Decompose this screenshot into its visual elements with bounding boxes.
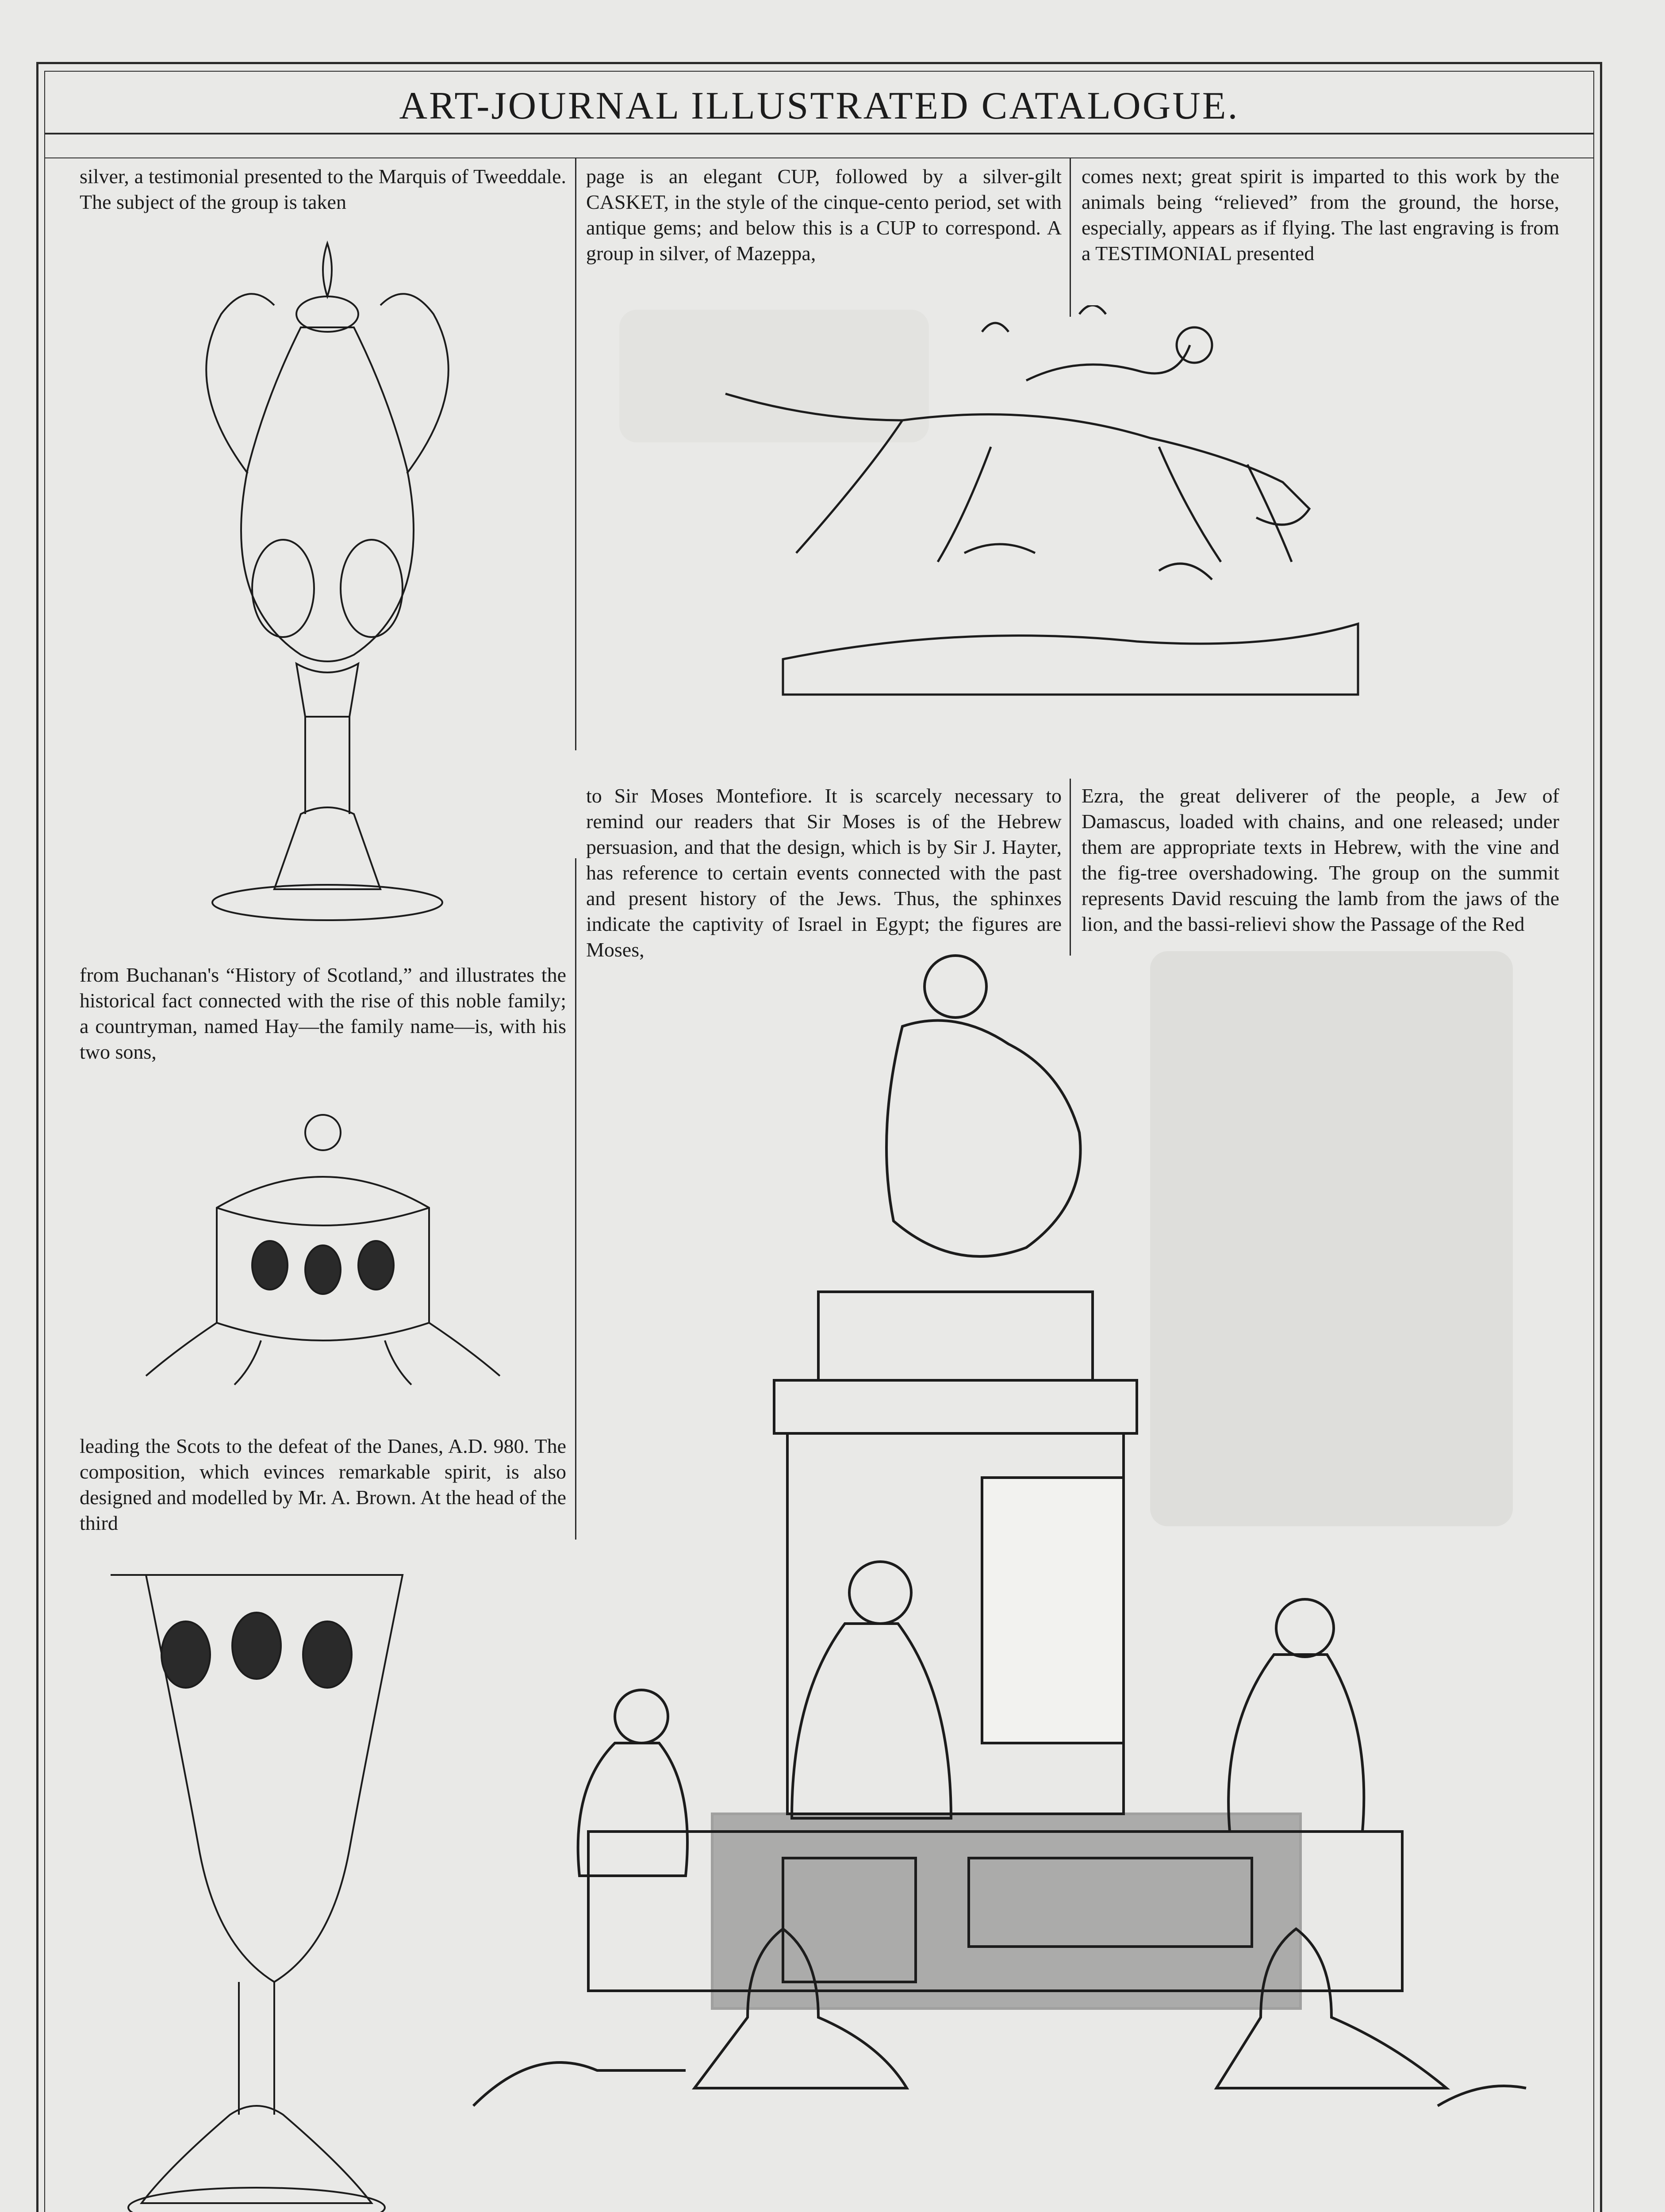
mazeppa-engraving <box>717 305 1380 770</box>
cup-engraving <box>97 1557 416 2212</box>
ewer-engraving <box>168 226 487 942</box>
left-text-2: from Buchanan's “History of Scotland,” and illustrates the historical fact connected with the rise of this noble family; a countryman, named Hay—the family name—is, with his two sons, <box>80 964 566 1063</box>
right-text-2: Ezra, the great deliverer of the people, a Jew of Damascus, loaded with chains, and one released; under them are appropriate texts in Hebrew, with the vine and the fig-tree overshadowing. The group on the summit represents David rescuing the lamb from the jaws of the lion, and the bassi-relievi show the Passage of the Red <box>1082 784 1559 935</box>
column-rule-left <box>575 157 576 750</box>
middle-text-2: to Sir Moses Montefiore. It is scarcely necessary to remind our readers that Sir Moses is of the Hebrew persuasion, and that the design, which is by Sir J. Hayter, has reference to certain events connected with the past and present history of the Jews. Thus, the sphinxes indicate the captivity of Israel in Egypt; the figures are Moses, <box>586 784 1062 961</box>
right-text-1: comes next; great spirit is imparted to this work by the animals being “relieved” from the ground, the horse, especially, appears as if flying. The last engraving is from a TESTIMONIAL presented <box>1082 165 1559 265</box>
page-title: ART-JOURNAL ILLUSTRATED CATALOGUE. <box>399 84 1239 127</box>
mazeppa-icon <box>717 305 1380 770</box>
middle-text-1: page is an elegant CUP, followed by a silver-gilt CASKET, in the style of the cinque-cento period, set with antique gems; and below this is a CUP to correspond. A group in silver, of Mazeppa, <box>586 165 1062 265</box>
testimonial-engraving <box>438 947 1561 2212</box>
header-rule <box>44 133 1594 134</box>
left-text-1: silver, a testimonial presented to the Marquis of Tweeddale. The subject of the group is taken <box>80 165 566 213</box>
column-rule-mid-top <box>1070 779 1071 956</box>
testimonial-icon <box>438 947 1561 2212</box>
column-rule-right <box>1070 157 1071 317</box>
left-text-3: leading the Scots to the defeat of the Danes, A.D. 980. The composition, which evinces remarkable spirit, is also designed and modelled by Mr. A. Brown. At the head of the third <box>80 1435 566 1534</box>
header-rule <box>44 157 1594 158</box>
cup-icon <box>97 1557 416 2212</box>
ewer-icon <box>168 226 487 942</box>
